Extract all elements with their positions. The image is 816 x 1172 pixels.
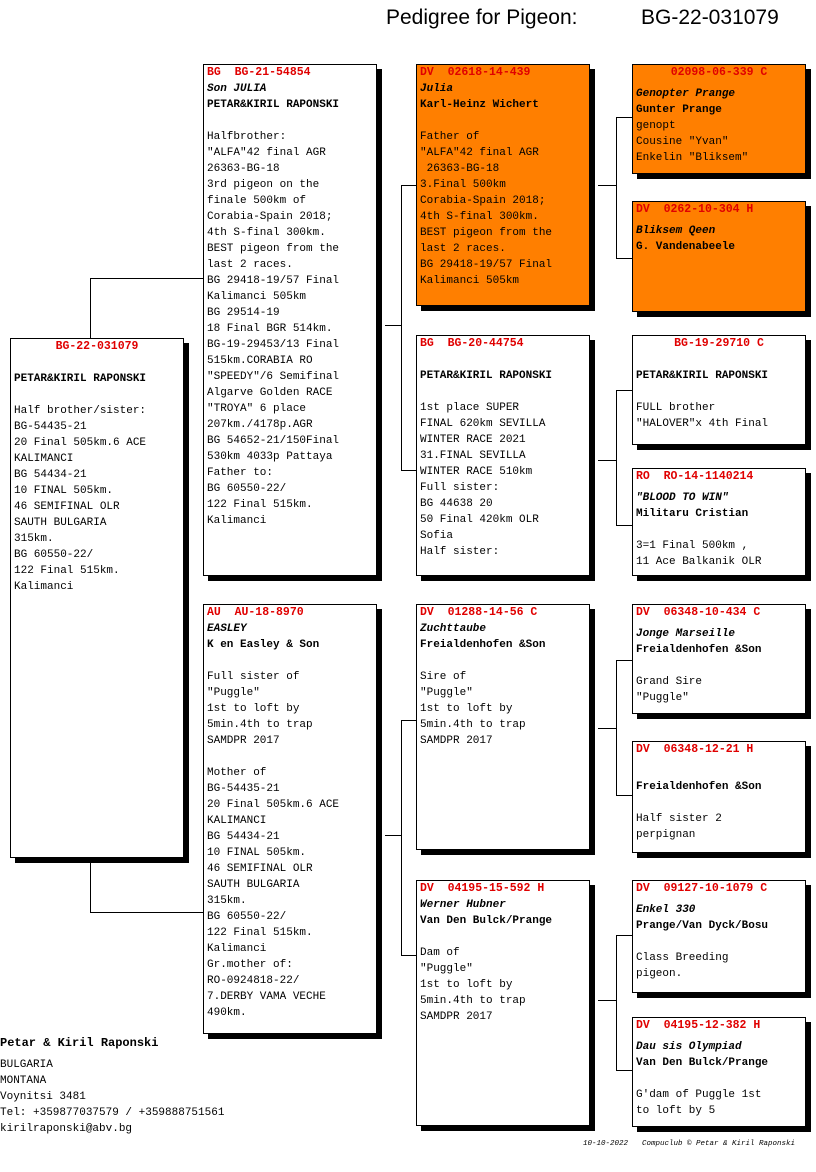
breeder-region: MONTANA xyxy=(0,1075,47,1087)
pigeon-notes: Half sister 2 perpignan xyxy=(636,813,722,841)
pigeon-name xyxy=(636,763,802,779)
connector xyxy=(401,470,417,471)
connector xyxy=(616,660,617,795)
breeder-name: Petar & Kiril Raponski xyxy=(0,1036,159,1050)
ring-number: DV 09127-10-1079 C xyxy=(636,882,768,895)
owner-name: Karl-Heinz Wichert xyxy=(420,99,539,111)
owner-name: PETAR&KIRIL RAPONSKI xyxy=(636,370,769,382)
pigeon-card-dam xyxy=(203,604,377,1034)
connector xyxy=(598,728,616,729)
ring-number: DV 06348-12-21 H xyxy=(636,743,754,756)
credit-text: Compuclub © Petar & Kiril Raponski xyxy=(642,1140,796,1148)
ring-number: DV 04195-12-382 H xyxy=(636,1019,761,1032)
owner-name: Freialdenhofen &Son xyxy=(420,639,546,651)
ring-number: DV 06348-10-434 C xyxy=(636,606,761,619)
pigeon-notes: Grand Sire "Puggle" xyxy=(636,676,703,704)
ring-number: DV 02618-14-439 xyxy=(420,66,531,79)
pigeon-card-ggp-7 xyxy=(632,880,806,993)
pigeon-notes: Half brother/sister: BG-54435-21 20 Final 505km.6 ACE KALIMANCI BG 54434-21 10 FINAL 505km. 46 SEMIFINAL OLR SAUTH BULGARIA 315km. BG 60550-22/ 122 Final 515km. Kalimanci xyxy=(14,405,147,593)
pigeon-notes: Class Breeding pigeon. xyxy=(636,952,729,980)
connector xyxy=(598,185,616,186)
pigeon-name: "BLOOD TO WIN" xyxy=(636,492,729,504)
connector xyxy=(616,117,617,258)
pigeon-notes: FULL brother "HALOVER"x 4th Final xyxy=(636,402,769,430)
connector xyxy=(90,278,204,279)
owner-name: Prange/Van Dyck/Bosu xyxy=(636,920,769,932)
pigeon-name xyxy=(14,355,180,371)
pigeon-notes: Halfbrother: "ALFA"42 final AGR 26363-BG-18 3rd pigeon on the finale 500km of Corabia-Spain 2018; 4th S-final 300km. BEST pigeon from the last 2 races. BG 29418-19/57 Final Kalimanci 505km BG 29514-19 18 Final BGR 514km. BG-19-29453/13 Final 515km.CORABIA RO "SPEEDY"/6 Semifinal Algarve Golden RACE "TROYA" 6 place 207km./4178p.AGR BG 54652-21/150Final 530km 4033p Pattaya Father to: BG 60550-22/ 122 Final 515km. Kalimanci xyxy=(207,131,340,527)
owner-contact xyxy=(0,1035,224,1137)
pigeon-name: EASLEY xyxy=(207,623,247,635)
owner-name: Van Den Bulck/Prange xyxy=(420,915,553,927)
owner-name: PETAR&KIRIL RAPONSKI xyxy=(207,99,340,111)
pigeon-notes: 3=1 Final 500km , 11 Ace Balkanik OLR xyxy=(636,540,762,568)
pigeon-name: Jonge Marseille xyxy=(636,628,736,640)
owner-name: PETAR&KIRIL RAPONSKI xyxy=(14,373,147,385)
pigeon-name: Dau sis Olympiad xyxy=(636,1041,742,1053)
pigeon-card-sire-dam xyxy=(416,335,590,576)
pigeon-card-ggp-2 xyxy=(632,201,806,312)
connector xyxy=(401,185,417,186)
connector xyxy=(616,525,632,526)
pigeon-card-ggp-4 xyxy=(632,468,806,576)
connector xyxy=(598,1000,616,1001)
ring-number: BG-19-29710 C xyxy=(674,337,764,350)
connector xyxy=(385,835,401,836)
pigeon-notes: Sire of "Puggle" 1st to loft by 5min.4th to trap SAMDPR 2017 xyxy=(420,671,526,747)
owner-name: Militaru Cristian xyxy=(636,508,749,520)
connector xyxy=(616,795,632,796)
breeder-country: BULGARIA xyxy=(0,1059,53,1071)
connector xyxy=(616,935,632,936)
connector xyxy=(401,185,402,470)
connector xyxy=(616,1070,632,1071)
pigeon-card-ggp-1 xyxy=(632,64,806,174)
pigeon-name: Genopter Prange xyxy=(636,88,736,100)
pigeon-card-ggp-8 xyxy=(632,1017,806,1127)
breeder-email: kirilraponski@abv.bg xyxy=(0,1123,133,1135)
pigeon-card-dam-sire xyxy=(416,604,590,850)
ring-number: DV 04195-15-592 H xyxy=(420,882,545,895)
connector xyxy=(616,390,632,391)
connector xyxy=(598,460,616,461)
pigeon-card-ggp-6 xyxy=(632,741,806,853)
title-label: Pedigree for Pigeon: xyxy=(386,6,578,29)
connector xyxy=(616,117,632,118)
page-title xyxy=(386,6,779,30)
connector xyxy=(401,955,417,956)
connector xyxy=(385,325,401,326)
pigeon-name: Zuchttaube xyxy=(420,623,487,635)
ring-number: RO RO-14-1140214 xyxy=(636,470,754,483)
connector xyxy=(616,660,632,661)
pigeon-notes: Full sister of "Puggle" 1st to loft by 5min.4th to trap SAMDPR 2017 Mother of BG-54435-21 20 Final 505km.6 ACE KALIMANCI BG 54434-21 10 FINAL 505km. 46 SEMIFINAL OLR SAUTH BULGARIA 315km. BG 60550-22/ 122 Final 515km. Kalimanci Gr.mother of: RO-0924818-22/ 7.DERBY VAMA VECHE 490km. xyxy=(207,671,340,1019)
pigeon-name: Enkel 330 xyxy=(636,904,696,916)
owner-name: K en Easley & Son xyxy=(207,639,320,651)
pigeon-name xyxy=(420,352,586,368)
breeder-phone: Tel: +359877037579 / +359888751561 xyxy=(0,1107,225,1119)
ring-number: BG BG-20-44754 xyxy=(420,337,524,350)
connector xyxy=(90,857,91,912)
ring-number: BG-22-031079 xyxy=(55,340,139,353)
breeder-address: Voynitsi 3481 xyxy=(0,1091,86,1103)
pigeon-notes: G'dam of Puggle 1st to loft by 5 xyxy=(636,1089,762,1117)
owner-name: Freialdenhofen &Son xyxy=(636,781,762,793)
connector xyxy=(616,935,617,1070)
pigeon-notes: genopt Cousine "Yvan" Enkelin "Bliksem" xyxy=(636,120,749,164)
ring-number: DV 01288-14-56 C xyxy=(420,606,538,619)
ring-number: 02098-06-339 C xyxy=(670,66,768,79)
pigeon-notes: Dam of "Puggle" 1st to loft by 5min.4th to trap SAMDPR 2017 xyxy=(420,947,526,1023)
pigeon-name: Julia xyxy=(420,83,454,95)
pigeon-card-sire-sire xyxy=(416,64,590,306)
connector xyxy=(401,720,402,955)
pigeon-name: Werner Hubner xyxy=(420,899,506,911)
pigeon-card-dam-dam xyxy=(416,880,590,1126)
print-date: 10-10-2022 xyxy=(583,1140,629,1148)
print-credit xyxy=(583,1140,809,1148)
pigeon-name xyxy=(636,352,802,368)
pigeon-card-subject xyxy=(10,338,184,858)
pigeon-card-ggp-5 xyxy=(632,604,806,714)
connector xyxy=(616,258,632,259)
connector xyxy=(616,390,617,525)
pigeon-notes: 1st place SUPER FINAL 620km SEVILLA WINTER RACE 2021 31.FINAL SEVILLA WINTER RACE 510km Full sister: BG 44638 20 50 Final 420km OLR Sofia Half sister: xyxy=(420,402,546,558)
pigeon-notes: Father of "ALFA"42 final AGR 26363-BG-18 3.Final 500km Corabia-Spain 2018; 4th S-final 300km. BEST pigeon from the last 2 races. BG 29418-19/57 Final Kalimanci 505km xyxy=(420,131,553,287)
ring-number: AU AU-18-8970 xyxy=(207,606,304,619)
connector xyxy=(90,278,91,340)
pigeon-name: Bliksem Qeen xyxy=(636,225,716,237)
owner-name: G. Vandenabeele xyxy=(636,241,736,253)
ring-number: BG BG-21-54854 xyxy=(207,66,311,79)
owner-name: PETAR&KIRIL RAPONSKI xyxy=(420,370,553,382)
connector xyxy=(90,912,204,913)
owner-name: Freialdenhofen &Son xyxy=(636,644,762,656)
connector xyxy=(401,720,417,721)
title-ring: BG-22-031079 xyxy=(641,6,779,29)
pigeon-name: Son JULIA xyxy=(207,83,267,95)
owner-name: Van Den Bulck/Prange xyxy=(636,1057,769,1069)
owner-name: Gunter Prange xyxy=(636,104,722,116)
pigeon-card-sire xyxy=(203,64,377,576)
pigeon-card-ggp-3 xyxy=(632,335,806,445)
ring-number: DV 0262-10-304 H xyxy=(636,203,754,216)
